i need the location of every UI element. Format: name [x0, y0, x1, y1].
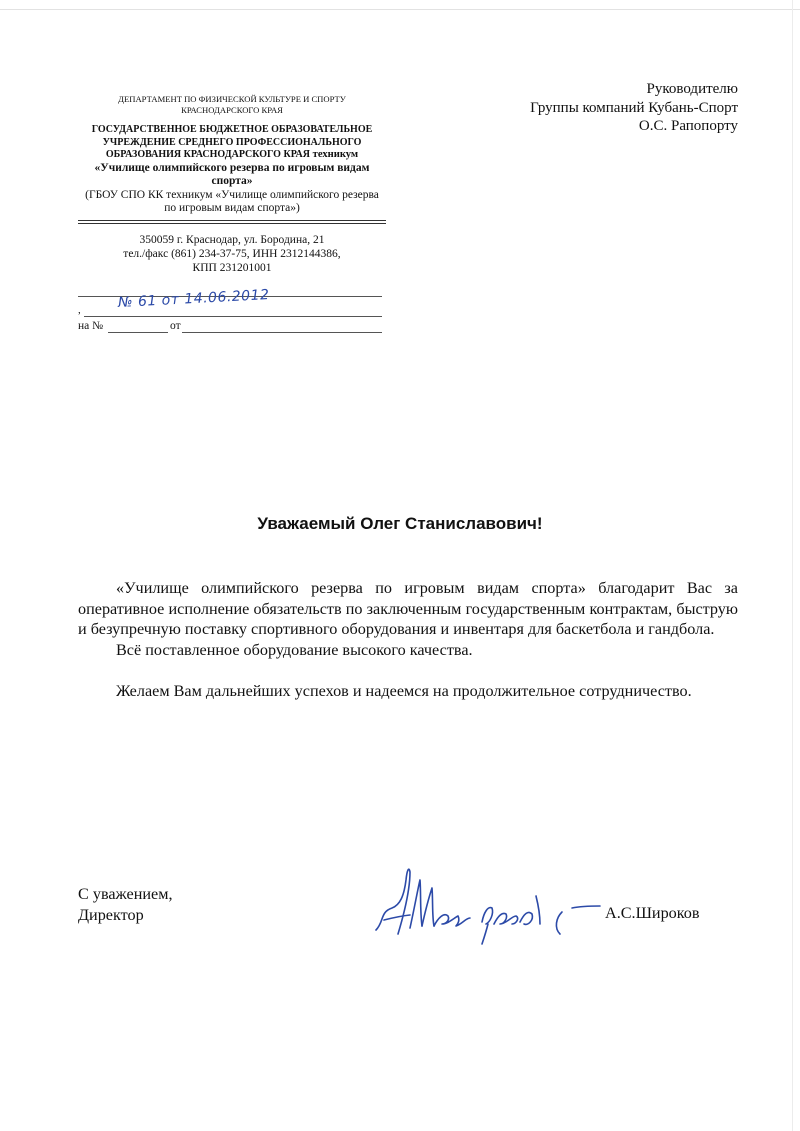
closing-regards: С уважением, — [78, 885, 173, 903]
address: 350059 г. Краснодар, ул. Бородина, 21 — [139, 233, 325, 246]
organization-suffix: техникум — [312, 149, 359, 160]
reply-number-underline — [108, 332, 168, 333]
outgoing-underline — [84, 316, 382, 317]
letterhead — [78, 94, 386, 275]
letter-body — [78, 578, 738, 702]
addressee-title: Руководителю — [646, 81, 738, 97]
addressee-block — [530, 80, 738, 136]
reply-date-underline — [182, 332, 382, 333]
addressee-name: О.С. Рапопорту — [638, 118, 738, 134]
letterhead-divider — [78, 220, 386, 224]
organization-abbreviation: (ГБОУ СПО КК техникум «Училище олимпийского резерва по игровым видам спорта») — [85, 188, 379, 214]
body-paragraph-3: Желаем Вам дальнейших успехов и надеемся на продолжительное сотрудничество. — [116, 682, 692, 700]
signer-name: А.С.Широков — [605, 904, 700, 922]
scan-edge-top — [0, 9, 800, 10]
reply-date-label: от — [170, 320, 181, 332]
closing-block — [78, 884, 173, 926]
organization-block — [78, 124, 386, 162]
reply-number-label: на № — [78, 320, 104, 332]
reply-reference — [78, 318, 382, 334]
kpp: КПП 231201001 — [192, 261, 272, 274]
organization-name: ГОСУДАРСТВЕННОЕ БЮДЖЕТНОЕ ОБРАЗОВАТЕЛЬНОЕ УЧРЕЖДЕНИЕ СРЕДНЕГО ПРОФЕССИОНАЛЬНОГО ОБРАЗОВАНИЯ КРАСНОДАРСКОГО КРАЯ — [91, 124, 373, 160]
phone-inn: тел./факс (861) 234-37-75, ИНН 2312144386, — [123, 247, 341, 260]
body-paragraph-2: Всё поставленное оборудование высокого качества. — [116, 640, 473, 659]
contact-block — [78, 233, 386, 275]
handwritten-outgoing-number: № 61 от 14.06.2012 — [117, 287, 270, 311]
addressee-company: Группы компаний Кубань-Спорт — [530, 99, 738, 116]
signature-icon — [370, 858, 602, 948]
outgoing-number-field — [78, 287, 382, 319]
department-name: ДЕПАРТАМЕНТ ПО ФИЗИЧЕСКОЙ КУЛЬТУРЕ И СПОРТУ КРАСНОДАРСКОГО КРАЯ — [118, 94, 346, 115]
body-paragraph-1: «Училище олимпийского резерва по игровым видам спорта» благодарит Вас за оперативное исполнение обязательств по заключенным государственным контрактам, быструю и безупречную поставку спортивного оборудования и инвентаря для баскетбола и гандбола. — [78, 579, 738, 638]
school-name: «Училище олимпийского резерва по игровым видам спорта» — [94, 161, 370, 187]
signer-position: Директор — [78, 906, 144, 924]
salutation: Уважаемый Олег Станиславович! — [257, 514, 543, 533]
scan-edge-right — [792, 0, 793, 1131]
outgoing-prefix: , — [78, 304, 81, 316]
